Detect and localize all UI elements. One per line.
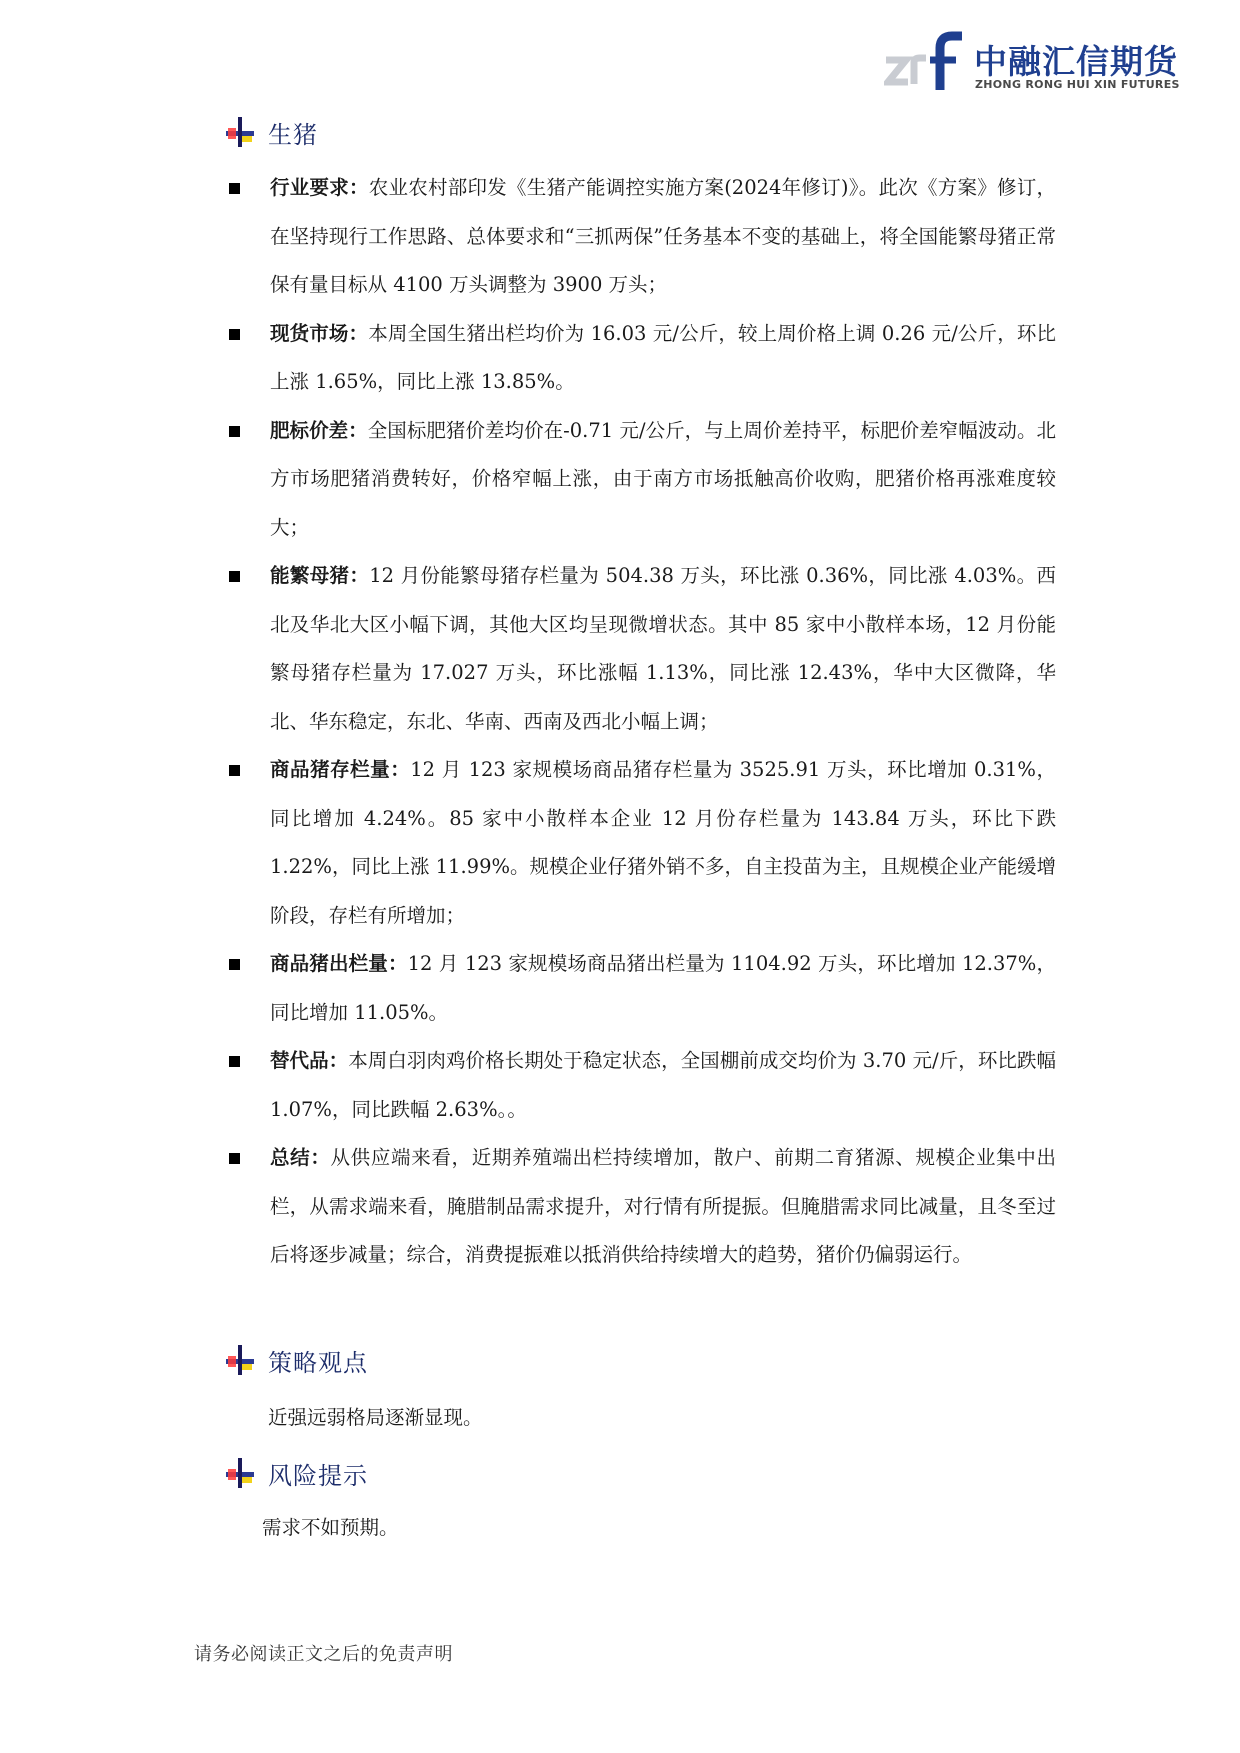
bullet-label: 行业要求： [270,176,369,199]
bullet-text: 从供应端来看，近期养殖端出栏持续增加，散户、前期二育猪源、规模企业集中出栏，从需求端来看，腌腊制品需求提升，对行情有所提振。但腌腊需求同比减量，且冬至过后将逐步减量；综合，消费提振难以抵消供给持续增大的趋势，猪价仍偏弱运行。 [270,1146,1056,1266]
square-bullet-icon [229,329,240,340]
bullet-text: 本周白羽肉鸡价格长期处于稳定状态，全国棚前成交均价为 3.70 元/斤，环比跌幅 1.07%，同比跌幅 2.63%。。 [270,1049,1056,1121]
bullet-label: 现货市场： [270,321,369,345]
hog-analysis-list [226,164,1056,1280]
bullet-label: 替代品： [270,1049,349,1072]
bullet-text: 全国标肥猪价差均价在-0.71 元/公斤，与上周价差持平，标肥价差窄幅波动。北方市场肥猪消费转好，价格窄幅上涨，由于南方市场抵触高价收购，肥猪价格再涨难度较大； [270,418,1056,539]
list-item [226,552,1056,746]
section-marker-icon [226,1458,254,1488]
bullet-text: 12 月份能繁母猪存栏量为 504.38 万头，环比涨 0.36%，同比涨 4.03%。西北及华北大区小幅下调，其他大区均呈现微增状态。其中 85 家中小散样本场，12 月份能繁母猪存栏量为 17.027 万头，环比涨幅 1.13%，同比涨 12.43%，华中大区微降，华北、华东稳定，东北、华南、西南及西北小幅上调； [270,564,1056,733]
section-heading-hog [226,112,318,152]
bullet-text: 本周全国生猪出栏均价为 16.03 元/公斤，较上周价格上调 0.26 元/公斤，环比上涨 1.65%，同比上涨 13.85%。 [270,321,1056,393]
bullet-label: 能繁母猪： [270,564,370,587]
bullet-label: 商品猪存栏量： [270,758,411,781]
bullet-label: 肥标价差： [270,418,368,442]
list-item [226,1037,1056,1134]
bullet-label: 总结： [270,1146,331,1169]
list-item [226,164,1056,310]
square-bullet-icon [229,571,240,582]
section-heading-risk [226,1453,368,1493]
list-item [226,940,1056,1037]
section-marker-icon [226,117,254,147]
bullet-text: 12 月 123 家规模场商品猪存栏量为 3525.91 万头，环比增加 0.31%，同比增加 4.24%。85 家中小散样本企业 12 月份存栏量为 143.84 万头，环比下跌 1.22%，同比上涨 11.99%。规模企业仔猪外销不多，自主投苗为主，且规模企业产能缓增阶段，存栏有所增加； [270,758,1056,927]
square-bullet-icon [229,765,240,776]
bullet-text: 农业农村部印发《生猪产能调控实施方案(2024年修订)》。此次《方案》修订，在坚持现行工作思路、总体要求和“三抓两保”任务基本不变的基础上，将全国能繁母猪正常保有量目标从 4100 万头调整为 3900 万头； [270,176,1056,296]
section-title-risk: 风险提示 [268,1461,368,1490]
section-title-hog: 生猪 [268,120,318,149]
square-bullet-icon [229,426,240,437]
section-marker-icon [226,1345,254,1375]
logo-chinese-name: 中融汇信期货 [974,42,1178,81]
list-item [226,746,1056,940]
list-item [226,310,1056,407]
logo-english-name: ZHONG RONG HUI XIN FUTURES [975,78,1180,91]
zrf-logo-mark-icon [884,30,966,96]
square-bullet-icon [229,1056,240,1067]
section-title-strategy: 策略观点 [268,1348,368,1377]
risk-text: 需求不如预期。 [262,1516,399,1539]
square-bullet-icon [229,183,240,194]
section-heading-strategy [226,1340,368,1380]
list-item [226,1134,1056,1280]
square-bullet-icon [229,1153,240,1164]
bullet-text: 12 月 123 家规模场商品猪出栏量为 1104.92 万头，环比增加 12.37%，同比增加 11.05%。 [270,952,1056,1024]
list-item [226,407,1056,553]
square-bullet-icon [229,959,240,970]
company-logo [884,30,1180,96]
bullet-label: 商品猪出栏量： [270,952,408,975]
strategy-text: 近强远弱格局逐渐显现。 [268,1406,483,1429]
disclaimer-note: 请务必阅读正文之后的免责声明 [194,1644,453,1665]
